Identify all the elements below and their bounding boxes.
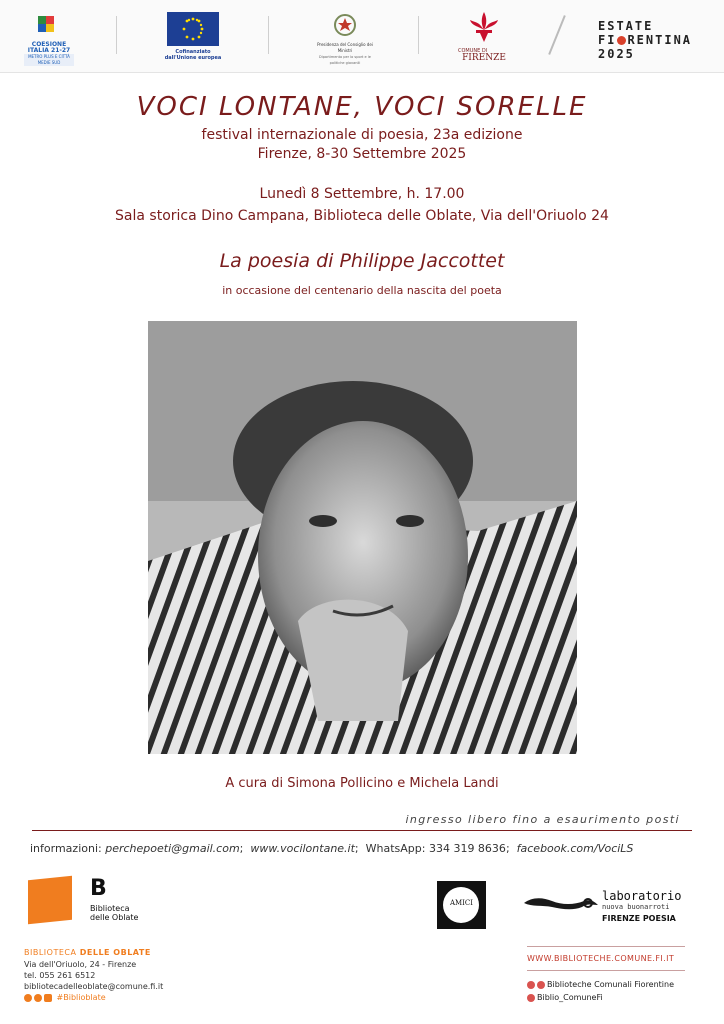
slash-divider <box>548 15 566 55</box>
emblem-icon <box>312 12 378 38</box>
amici-badge <box>437 881 486 929</box>
info-whatsapp: WhatsApp: 334 319 8636 <box>365 842 506 855</box>
curators: A cura di Simona Pollicino e Michela Landi <box>225 776 499 791</box>
oblate-logo-mark <box>28 876 72 925</box>
coesione-icon <box>24 12 74 38</box>
x-icon[interactable] <box>527 994 535 1002</box>
sponsor-logo-bar <box>0 0 724 73</box>
comune-firenze-logo <box>454 10 514 66</box>
footer-rule-bottom <box>527 970 685 971</box>
laboratorio-line1: laboratorio <box>602 889 682 903</box>
presidenza-sublabel: Dipartimento per lo sport e le politiche giovanili <box>319 55 371 65</box>
divider <box>268 16 269 54</box>
coesione-sublabel: METRO PLUS E CITTÀ MEDIE SUD <box>24 54 74 66</box>
talk-occasion: in occasione del centenario della nascita del poeta <box>222 284 502 297</box>
festival-subtitle: festival internazionale di poesia, 23a edizione <box>201 127 523 143</box>
lizard-icon <box>522 891 600 915</box>
divider <box>116 16 117 54</box>
poet-portrait-photo <box>148 321 577 754</box>
eu-logo <box>162 12 224 64</box>
portrait-illustration <box>148 321 577 754</box>
eu-label: Cofinanziato dall'Unione europea <box>164 49 222 61</box>
event-venue: Sala storica Dino Campana, Biblioteca delle Oblate, Via dell'Oriuolo 24 <box>115 208 609 224</box>
laboratorio-line3: FIRENZE POESIA <box>602 914 676 923</box>
eu-flag-icon <box>167 12 219 46</box>
comune-small-label: COMUNE DI <box>458 48 488 54</box>
youtube-icon[interactable] <box>44 994 52 1002</box>
oblate-social: #Biblioblate <box>24 993 106 1002</box>
footer-rule-top <box>527 946 685 947</box>
oblate-logo-letter: B <box>90 876 107 901</box>
coesione-italia-logo <box>24 12 74 66</box>
presidenza-logo <box>312 12 378 64</box>
info-email[interactable]: perchepoeti@gmail.com <box>105 842 240 855</box>
event-date-time: Lunedì 8 Settembre, h. 17.00 <box>259 186 465 202</box>
giglio-icon <box>454 10 514 44</box>
biblioteche-social-2: Biblio_ComuneFi <box>527 993 603 1002</box>
sun-icon <box>617 36 626 45</box>
oblate-logo-line1: Biblioteca <box>90 904 130 913</box>
laboratorio-logo <box>522 889 692 929</box>
laboratorio-line2: nuova buonarroti <box>602 903 670 911</box>
info-site[interactable]: www.vocilontane.it <box>250 842 355 855</box>
estate-line2: FI RENTINA <box>598 33 693 47</box>
info-facebook[interactable]: facebook.com/VociLS <box>516 842 634 855</box>
oblate-name: BIBLIOTECA DELLE OBLATE <box>24 948 151 957</box>
oblate-phone: tel. 055 261 6512 <box>24 971 96 980</box>
oblate-email[interactable]: bibliotecadelleoblate@comune.fi.it <box>24 982 164 991</box>
presidenza-label: Presidenza del Consiglio dei Ministri <box>317 42 373 53</box>
estate-line1: ESTATE <box>598 19 654 33</box>
info-label: informazioni: <box>30 842 102 855</box>
amici-badge-text: AMICI <box>449 899 474 907</box>
entry-note: ingresso libero fino a esaurimento posti <box>405 813 680 826</box>
oblate-logo-line2: delle Oblate <box>90 913 139 922</box>
estate-fiorentina-logo <box>598 19 708 61</box>
instagram-icon[interactable] <box>34 994 42 1002</box>
info-line: informazioni: perchepoeti@gmail.com; www.vocilontane.it; WhatsApp: 334 319 8636; facebook.com/VociLS <box>30 842 634 855</box>
estate-line3: 2025 <box>598 47 635 61</box>
biblioteche-website[interactable]: WWW.BIBLIOTECHE.COMUNE.FI.IT <box>527 954 675 963</box>
facebook-icon[interactable] <box>24 994 32 1002</box>
festival-place-dates: Firenze, 8-30 Settembre 2025 <box>257 146 467 162</box>
divider-rule <box>32 830 692 831</box>
coesione-label: COESIONE ITALIA 21-27 <box>27 41 71 54</box>
talk-title: La poesia di Philippe Jaccottet <box>219 250 505 272</box>
oblate-logo <box>28 876 148 928</box>
instagram-icon[interactable] <box>537 981 545 989</box>
biblioteche-social-1: Biblioteche Comunali Fiorentine <box>527 980 674 989</box>
facebook-icon[interactable] <box>527 981 535 989</box>
festival-title: VOCI LONTANE, VOCI SORELLE <box>136 92 588 122</box>
comune-label: FIRENZE <box>462 53 506 63</box>
oblate-address: Via dell'Oriuolo, 24 - Firenze <box>24 960 137 969</box>
divider <box>418 16 419 54</box>
